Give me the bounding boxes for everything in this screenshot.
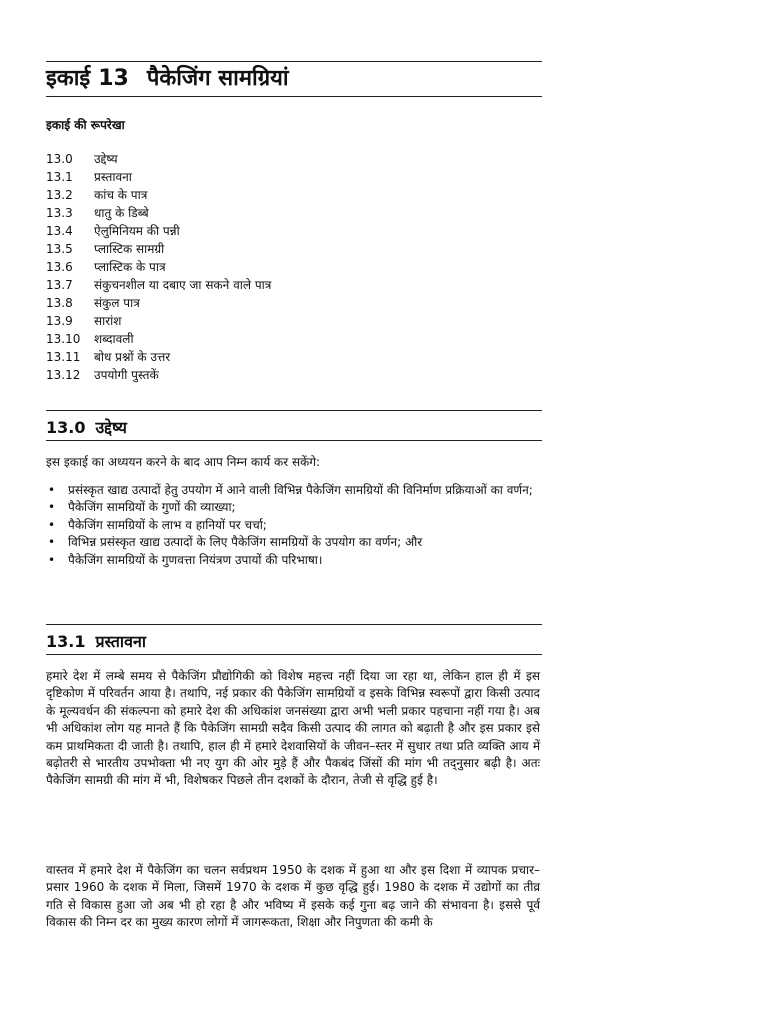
objective-item: • पैकेजिंग सामग्रियों के लाभ व हानियों पर चर्चा; [46, 517, 540, 534]
outline-list [46, 150, 271, 384]
outline-item: 13.10 शब्दावली [46, 332, 134, 346]
objective-item: • पैकेजिंग सामग्रियों के गुणों की व्याख्या; [46, 499, 540, 516]
section-title: उद्देष्य [95, 418, 127, 437]
unit-label: इकाई [46, 66, 91, 91]
objective-item: • विभिन्न प्रसंस्कृत खाद्य उत्पादों के लिए पैकेजिंग सामग्रियों के उपयोग का वर्णन; और [46, 534, 540, 551]
section-13-1-heading [46, 630, 146, 652]
intro-paragraph-1: हमारे देश में लम्बे समय से पैकेजिंग प्रौद्योगिकी को विशेष महत्त्व नहीं दिया जा रहा था, लेकिन हाल ही में इस दृष्टिकोण में परिवर्तन आया है। तथापि, नई प्रकार की पैकेजिंग सामग्रियों व इसके विभिन्न स्वरूपों द्वारा किसी उत्पाद के मूल्यवर्धन की संकल्पना को हमारे देश की अधिकांश जनसंख्या द्वारा अभी भली प्रकार पहचाना नहीं गया है। अब भी अधिकांश लोग यह मानते हैं कि पैकेजिंग सामग्री सदैव किसी उत्पाद की लागत को बढ़ाती है और इस प्रकार इसे कम प्राथमिकता दी जाती है। तथापि, हाल ही में हमारे देशवासियों के जीवन–स्तर में सुधार तथा प्रति व्यक्ति आय में बढ़ोतरी से भारतीय उपभोक्ता भी नए युग की ओर मुड़े हैं और पैकबंद जिंसों की मांग भी तद्नुसार बढ़ी है। अतः पैकेजिंग सामग्री की मांग में भी, विशेषकर पिछले तीन दशकों के दौरान, तेजी से वृद्धि हुई है। [46, 669, 540, 788]
outline-item: 13.2 कांच के पात्र [46, 188, 148, 202]
bullet-icon: • [48, 500, 56, 515]
objectives-intro: इस इकाई का अध्ययन करने के बाद आप निम्न कार्य कर सकेंगे: [46, 455, 321, 469]
section-number: 13.0 [46, 418, 86, 437]
outline-item: 13.11 बोध प्रश्नों के उत्तर [46, 350, 171, 364]
outline-item: 13.9 सारांश [46, 314, 122, 328]
objective-item: • प्रसंस्कृत खाद्य उत्पादों हेतु उपयोग में आने वाली विभिन्न पैकेजिंग सामग्रियों की विनिर्माण प्रक्रियाओं का वर्णन; [46, 482, 540, 499]
bullet-icon: • [48, 483, 56, 497]
outline-item: 13.12 उपयोगी पुस्तकें [46, 368, 159, 382]
section-13-1-top-rule [46, 624, 542, 625]
unit-number: 13 [98, 66, 129, 91]
outline-item: 13.5 प्लास्टिक सामग्री [46, 242, 165, 256]
bullet-icon: • [48, 517, 56, 532]
unit-title-text: पैकेजिंग सामग्रियां [146, 66, 289, 91]
outline-item: 13.7 संकुचनशील या दबाए जा सकने वाले पात्र [46, 278, 272, 292]
bullet-icon: • [48, 552, 56, 567]
intro-paragraph-2: वास्तव में हमारे देश में पैकेजिंग का चलन सर्वप्रथम 1950 के दशक में हुआ था और इस दिशा में व्यापक प्रचार–प्रसार 1960 के दशक में मिला, जिसमें 1970 के दशक में कुछ वृद्धि हुई। 1980 के दशक में उद्योगों का तीव्र गति से विकास हुआ जो अब भी हो रहा है और भविष्य में इसके कई गुना बढ़ जाने की संभावना है। इससे पूर्व विकास की निम्न दर का मुख्य कारण लोगों में जागरूकता, शिक्षा और निपुणता की कमी के [46, 863, 540, 930]
bullet-icon: • [48, 535, 56, 550]
section-13-0-top-rule [46, 410, 542, 411]
section-13-0-bottom-rule [46, 440, 542, 441]
outline-item: 13.0 उद्देष्य [46, 152, 118, 166]
outline-item: 13.8 संकुल पात्र [46, 296, 140, 310]
outline-item: 13.3 धातु के डिब्बे [46, 206, 149, 220]
outline-item: 13.6 प्लास्टिक के पात्र [46, 260, 166, 274]
outline-item: 13.1 प्रस्तावना [46, 170, 132, 184]
title-bottom-rule [46, 96, 542, 97]
section-number: 13.1 [46, 632, 86, 651]
section-13-1-bottom-rule [46, 654, 542, 655]
objective-item: • पैकेजिंग सामग्रियों के गुणवत्ता नियंत्रण उपायों की परिभाषा। [46, 552, 540, 569]
unit-title [46, 62, 289, 92]
section-title: प्रस्तावना [95, 632, 146, 651]
objectives-list [46, 482, 540, 569]
outline-item: 13.4 ऐलुमिनियम की पन्नी [46, 224, 180, 238]
section-13-0-heading [46, 416, 127, 438]
outline-heading: इकाई की रूपरेखा [46, 118, 125, 132]
